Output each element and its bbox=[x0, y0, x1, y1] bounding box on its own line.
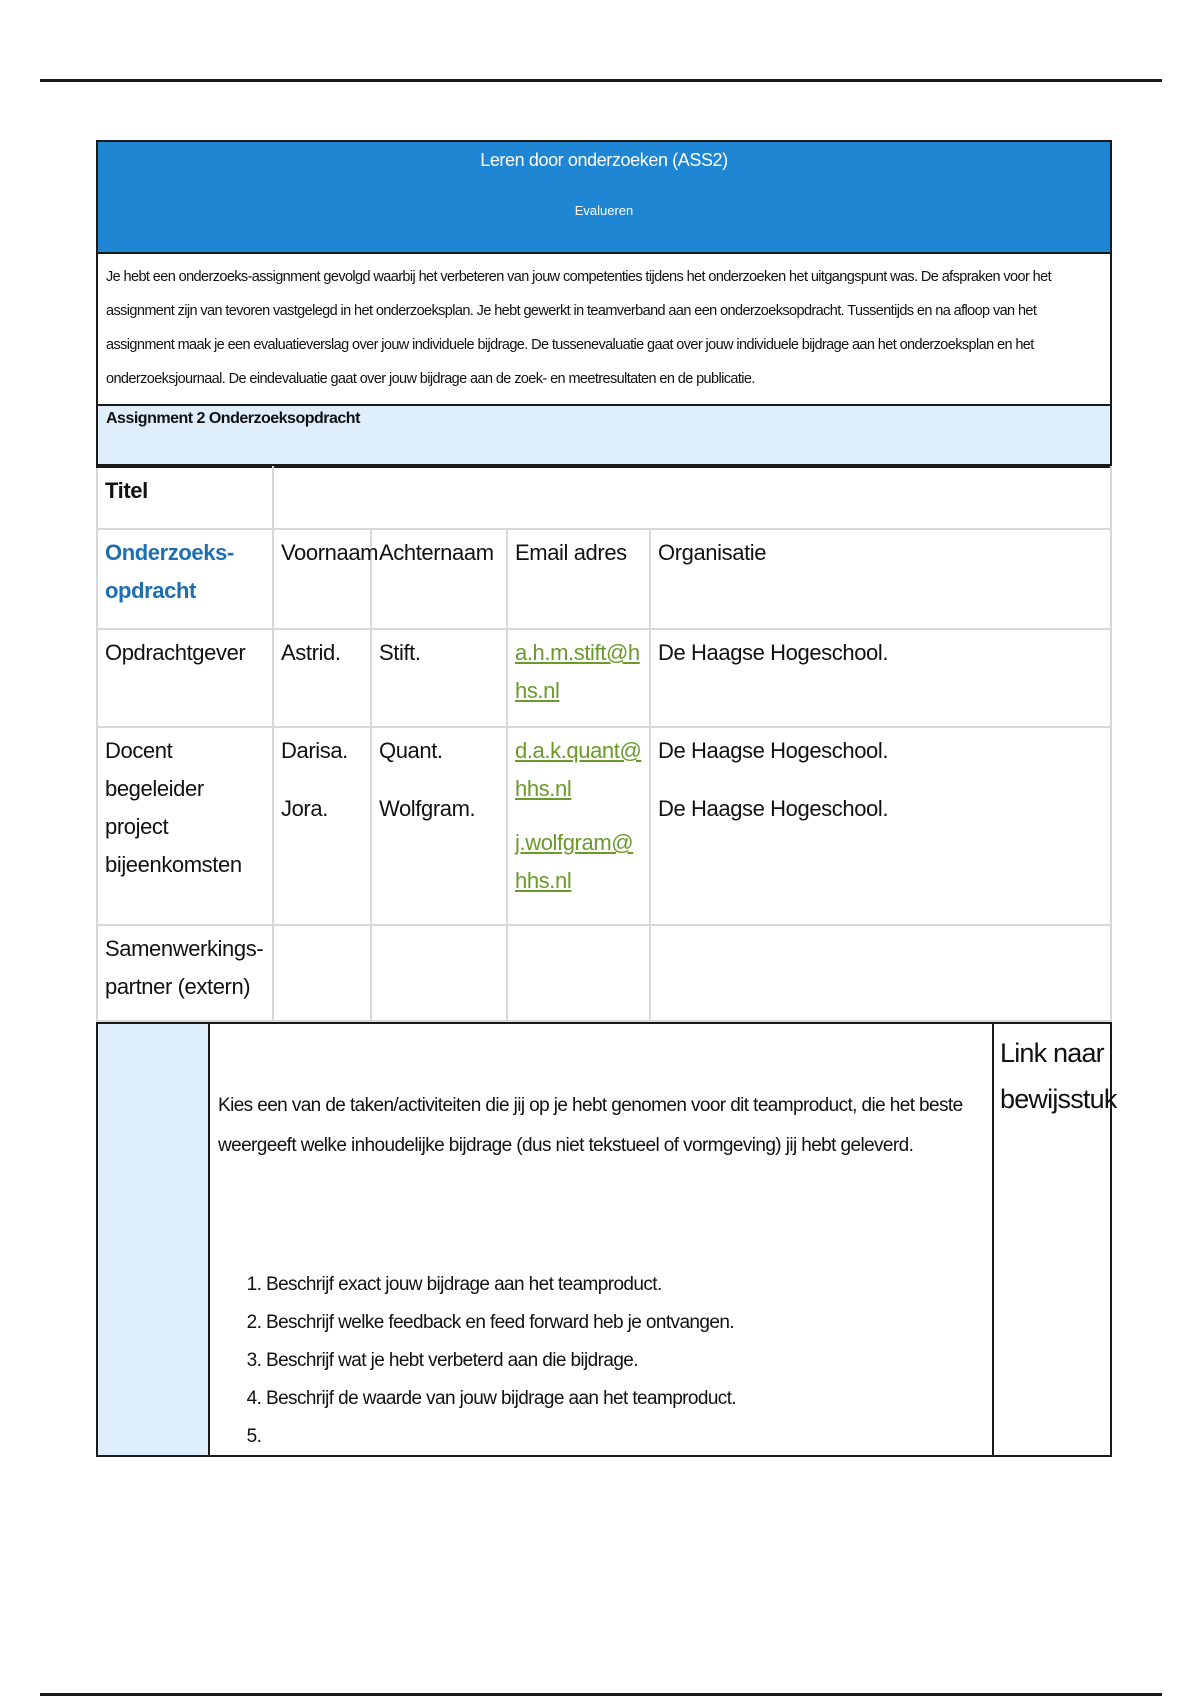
assignment-heading: Assignment 2 Onderzoeksopdracht bbox=[96, 406, 1112, 466]
task-step: 1. Beschrijf exact jouw bijdrage aan het teamproduct. bbox=[266, 1266, 984, 1304]
partner-first-name-field[interactable] bbox=[273, 925, 371, 1021]
partner-email-field[interactable] bbox=[507, 925, 650, 1021]
header-row bbox=[97, 529, 1111, 629]
task-side-shade bbox=[98, 1024, 210, 1455]
supervisor-first-name-2: Jora. bbox=[281, 796, 328, 821]
task-step: 3. Beschrijf wat je hebt verbeterd aan die bijdrage. bbox=[266, 1342, 984, 1380]
supervisor-organisation-1: De Haagse Hogeschool. bbox=[658, 738, 889, 763]
title-banner bbox=[96, 140, 1112, 254]
footer-rule bbox=[40, 1693, 1162, 1696]
task-instruction: Kies een van de taken/activiteiten die jij op je hebt genomen voor dit teamproduct, die het beste weergeeft welke inhoudelijke bijdrage (dus niet tekstueel of vormgeving) jij hebt geleverd. bbox=[218, 1095, 963, 1156]
client-last-name: Stift. bbox=[371, 629, 507, 727]
task-step: 4. Beschrijf de waarde van jouw bijdrage aan het teamproduct. bbox=[266, 1380, 984, 1418]
col-header-last-name: Achternaam bbox=[371, 529, 507, 629]
supervisor-email-link-2[interactable]: j.wolfgram@hhs.nl bbox=[515, 830, 634, 893]
intro-text: Je hebt een onderzoeks-assignment gevolgd waarbij het verbeteren van jouw competenties tijdens het onderzoeken het uitgangspunt was. De afspraken voor het assignment zijn van tevoren vastgelegd in het onderzoeksplan. Je hebt gewerkt in teamverband aan een onderzoeksopdracht. Tussentijds en na afloop van het assignment maak je een evaluatieverslag over jouw individuele bijdrage. De tussenevaluatie gaat over jouw individuele bijdrage aan het onderzoeksplan en het onderzoeksjournaal. De eindevaluatie gaat over jouw bijdrage aan de zoek- en meetresultaten en de publicatie. bbox=[96, 254, 1112, 406]
task-content bbox=[210, 1024, 992, 1455]
task-step bbox=[266, 1418, 984, 1456]
col-header-organisation: Organisatie bbox=[650, 529, 1111, 629]
client-organisation: De Haagse Hogeschool. bbox=[650, 629, 1111, 727]
partner-last-name-field[interactable] bbox=[371, 925, 507, 1021]
supervisor-role: Docent begeleider project bijeenkomsten bbox=[97, 727, 273, 925]
header-rule bbox=[40, 79, 1162, 82]
form-subtitle: Evalueren bbox=[574, 203, 634, 218]
partner-row bbox=[97, 925, 1111, 1021]
col-header-email: Email adres bbox=[507, 529, 650, 629]
task-step: 2. Beschrijf welke feedback en feed forward heb je ontvangen. bbox=[266, 1304, 984, 1342]
supervisor-row bbox=[97, 727, 1111, 925]
client-email-link[interactable]: a.h.m.stift@hhs.nl bbox=[515, 640, 640, 703]
section-label: Onderzoeks-opdracht bbox=[97, 529, 273, 629]
supervisor-last-name-2: Wolfgram. bbox=[379, 796, 476, 821]
evaluation-form bbox=[96, 140, 1117, 1457]
client-first-name: Astrid. bbox=[273, 629, 371, 727]
evidence-link-label: Link naar bewijsstuk bbox=[992, 1024, 1110, 1455]
project-info-table bbox=[96, 466, 1112, 1022]
partner-role: Samenwerkings-partner (extern) bbox=[97, 925, 273, 1021]
title-field[interactable] bbox=[273, 467, 1111, 529]
col-header-first-name: Voornaam bbox=[273, 529, 371, 629]
client-role: Opdrachtgever bbox=[97, 629, 273, 727]
supervisor-organisation-2: De Haagse Hogeschool. bbox=[658, 796, 889, 821]
form-title: Leren door onderzoeken (ASS2) bbox=[480, 150, 728, 170]
title-row bbox=[97, 467, 1111, 529]
title-label: Titel bbox=[97, 467, 273, 529]
supervisor-email-link-1[interactable]: d.a.k.quant@hhs.nl bbox=[515, 738, 642, 801]
partner-organisation-field[interactable] bbox=[650, 925, 1111, 1021]
client-row bbox=[97, 629, 1111, 727]
supervisor-first-name-1: Darisa. bbox=[281, 738, 348, 763]
task-steps-list bbox=[218, 1266, 984, 1456]
task-section bbox=[96, 1022, 1117, 1457]
supervisor-last-name-1: Quant. bbox=[379, 738, 443, 763]
